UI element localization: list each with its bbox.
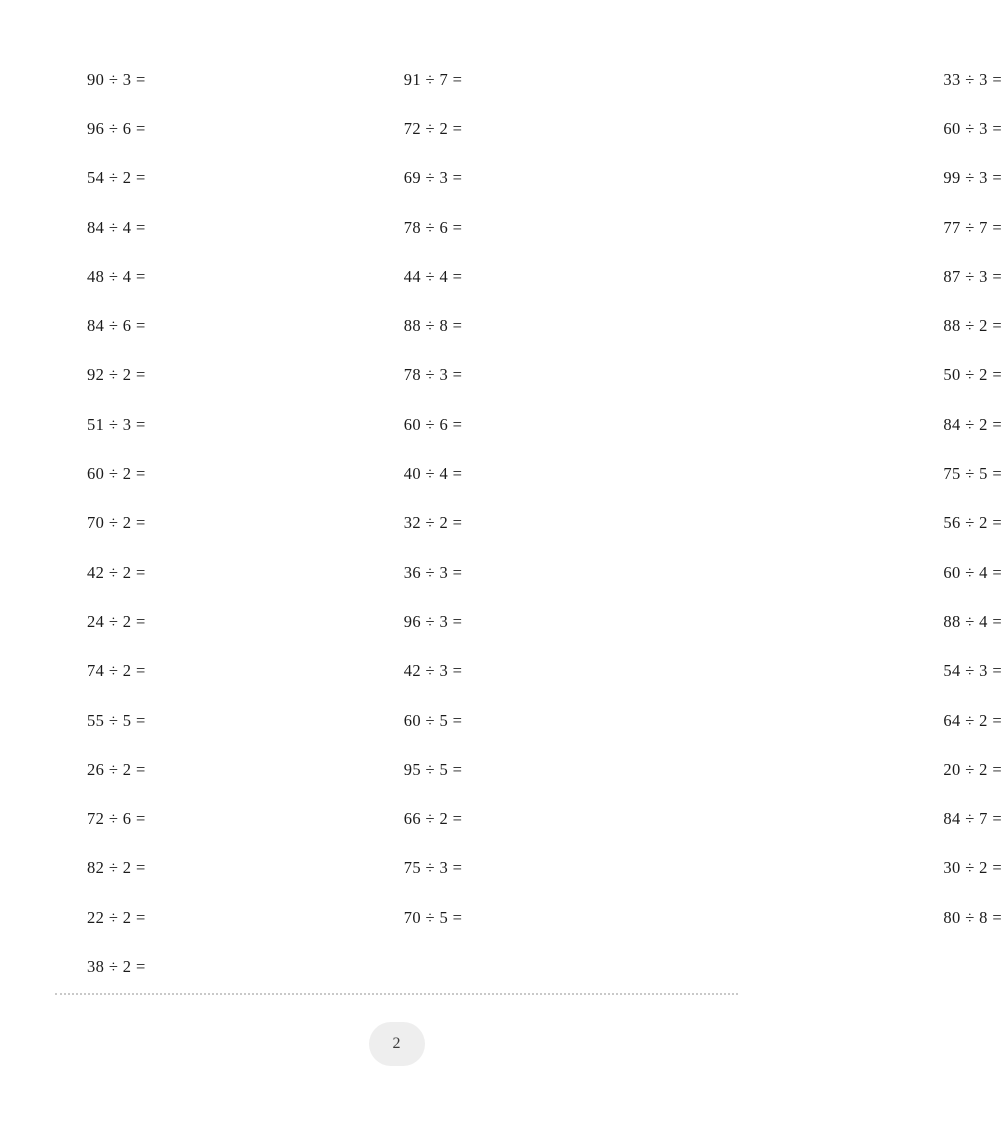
problem-cell bbox=[55, 597, 146, 646]
problem-expression: 32 ÷ 2 = bbox=[403, 513, 463, 533]
footer-divider bbox=[55, 993, 738, 995]
problem-cell bbox=[462, 696, 1002, 745]
problem-cell bbox=[146, 55, 463, 104]
problem-cell bbox=[55, 301, 146, 350]
problems-grid bbox=[55, 55, 1002, 992]
problem-expression: 60 ÷ 2 = bbox=[87, 464, 146, 484]
problem-cell bbox=[146, 104, 463, 153]
problem-expression: 42 ÷ 3 = bbox=[403, 661, 463, 681]
problem-cell bbox=[55, 794, 146, 843]
problem-expression: 72 ÷ 2 = bbox=[403, 118, 463, 138]
problem-expression: 48 ÷ 4 = bbox=[87, 266, 146, 286]
problem-expression: 60 ÷ 3 = bbox=[943, 118, 1002, 138]
problem-cell bbox=[146, 301, 463, 350]
problem-cell bbox=[146, 154, 463, 203]
problem-expression: 75 ÷ 5 = bbox=[943, 464, 1002, 484]
problem-cell bbox=[55, 55, 146, 104]
problem-cell bbox=[55, 548, 146, 597]
problem-expression: 51 ÷ 3 = bbox=[87, 414, 146, 434]
problem-cell bbox=[462, 351, 1002, 400]
problem-expression: 88 ÷ 4 = bbox=[943, 611, 1002, 631]
problem-expression: 70 ÷ 2 = bbox=[87, 513, 146, 533]
problem-cell bbox=[462, 449, 1002, 498]
page-number-badge: 2 bbox=[369, 1022, 425, 1066]
problem-expression: 54 ÷ 3 = bbox=[943, 661, 1002, 681]
problem-cell bbox=[55, 893, 146, 942]
problem-cell bbox=[146, 696, 463, 745]
problem-expression: 54 ÷ 2 = bbox=[87, 168, 146, 188]
problem-expression: 50 ÷ 2 = bbox=[943, 365, 1002, 385]
problem-cell bbox=[462, 301, 1002, 350]
problem-expression: 96 ÷ 6 = bbox=[87, 118, 146, 138]
problem-expression: 44 ÷ 4 = bbox=[403, 266, 463, 286]
problem-cell bbox=[55, 104, 146, 153]
problem-expression: 92 ÷ 2 = bbox=[87, 365, 146, 385]
problem-expression: 60 ÷ 4 = bbox=[943, 562, 1002, 582]
problem-cell bbox=[462, 154, 1002, 203]
problem-cell bbox=[146, 844, 463, 893]
problem-expression: 56 ÷ 2 = bbox=[943, 513, 1002, 533]
problem-expression: 72 ÷ 6 = bbox=[87, 809, 146, 829]
problem-expression: 75 ÷ 3 = bbox=[403, 858, 463, 878]
problem-cell bbox=[462, 844, 1002, 893]
problem-expression: 90 ÷ 3 = bbox=[87, 69, 146, 89]
problem-cell bbox=[55, 203, 146, 252]
problem-cell bbox=[462, 203, 1002, 252]
problem-cell bbox=[55, 449, 146, 498]
problem-expression: 88 ÷ 8 = bbox=[403, 316, 463, 336]
problem-expression: 26 ÷ 2 = bbox=[87, 759, 146, 779]
problem-cell bbox=[146, 794, 463, 843]
problem-cell bbox=[146, 400, 463, 449]
problem-cell bbox=[462, 55, 1002, 104]
problem-cell bbox=[462, 893, 1002, 942]
problem-expression: 74 ÷ 2 = bbox=[87, 661, 146, 681]
problem-expression: 24 ÷ 2 = bbox=[87, 611, 146, 631]
problem-expression: 22 ÷ 2 = bbox=[87, 907, 146, 927]
problem-expression: 55 ÷ 5 = bbox=[87, 710, 146, 730]
problem-expression: 60 ÷ 6 = bbox=[403, 414, 463, 434]
problem-expression: 95 ÷ 5 = bbox=[403, 759, 463, 779]
problem-cell bbox=[462, 252, 1002, 301]
problem-cell bbox=[462, 745, 1002, 794]
problem-expression: 33 ÷ 3 = bbox=[943, 69, 1002, 89]
problem-cell bbox=[146, 893, 463, 942]
problem-cell bbox=[55, 154, 146, 203]
problem-cell bbox=[462, 400, 1002, 449]
problem-cell bbox=[462, 597, 1002, 646]
problem-cell bbox=[146, 351, 463, 400]
problem-expression: 36 ÷ 3 = bbox=[403, 562, 463, 582]
problem-cell bbox=[146, 647, 463, 696]
problem-cell bbox=[146, 449, 463, 498]
problem-cell bbox=[146, 745, 463, 794]
problem-cell bbox=[146, 597, 463, 646]
problem-cell bbox=[462, 104, 1002, 153]
problem-expression: 82 ÷ 2 = bbox=[87, 858, 146, 878]
problem-expression: 64 ÷ 2 = bbox=[943, 710, 1002, 730]
problem-cell bbox=[55, 696, 146, 745]
problem-cell bbox=[462, 647, 1002, 696]
problem-cell bbox=[55, 400, 146, 449]
problem-expression: 99 ÷ 3 = bbox=[943, 168, 1002, 188]
problem-cell bbox=[146, 252, 463, 301]
problem-cell bbox=[55, 499, 146, 548]
problem-expression: 84 ÷ 6 = bbox=[87, 316, 146, 336]
problem-cell bbox=[55, 351, 146, 400]
problem-expression: 84 ÷ 4 = bbox=[87, 217, 146, 237]
problem-cell bbox=[55, 647, 146, 696]
problem-expression: 66 ÷ 2 = bbox=[403, 809, 463, 829]
problem-cell bbox=[146, 548, 463, 597]
problem-expression: 88 ÷ 2 = bbox=[943, 316, 1002, 336]
problem-expression: 87 ÷ 3 = bbox=[943, 266, 1002, 286]
problem-expression: 38 ÷ 2 = bbox=[87, 956, 146, 976]
problem-expression: 78 ÷ 3 = bbox=[403, 365, 463, 385]
problem-expression: 70 ÷ 5 = bbox=[403, 907, 463, 927]
problem-cell bbox=[55, 745, 146, 794]
problem-expression: 40 ÷ 4 = bbox=[403, 464, 463, 484]
problems-area bbox=[55, 55, 1002, 992]
problem-expression: 80 ÷ 8 = bbox=[943, 907, 1002, 927]
problem-expression: 84 ÷ 2 = bbox=[943, 414, 1002, 434]
problem-expression: 60 ÷ 5 = bbox=[403, 710, 463, 730]
problem-expression: 91 ÷ 7 = bbox=[403, 69, 463, 89]
problem-cell bbox=[462, 499, 1002, 548]
problem-expression: 78 ÷ 6 = bbox=[403, 217, 463, 237]
page-footer bbox=[0, 1022, 793, 1066]
problem-cell bbox=[462, 548, 1002, 597]
problem-expression: 96 ÷ 3 = bbox=[403, 611, 463, 631]
problem-expression: 69 ÷ 3 = bbox=[403, 168, 463, 188]
problem-cell bbox=[55, 942, 146, 991]
problem-expression: 84 ÷ 7 = bbox=[943, 809, 1002, 829]
problem-expression: 20 ÷ 2 = bbox=[943, 759, 1002, 779]
problem-cell bbox=[146, 203, 463, 252]
problem-cell bbox=[55, 252, 146, 301]
problem-expression: 42 ÷ 2 = bbox=[87, 562, 146, 582]
problem-cell bbox=[462, 794, 1002, 843]
problem-expression: 77 ÷ 7 = bbox=[943, 217, 1002, 237]
problem-expression: 30 ÷ 2 = bbox=[943, 858, 1002, 878]
problem-cell bbox=[55, 844, 146, 893]
problem-cell bbox=[146, 499, 463, 548]
